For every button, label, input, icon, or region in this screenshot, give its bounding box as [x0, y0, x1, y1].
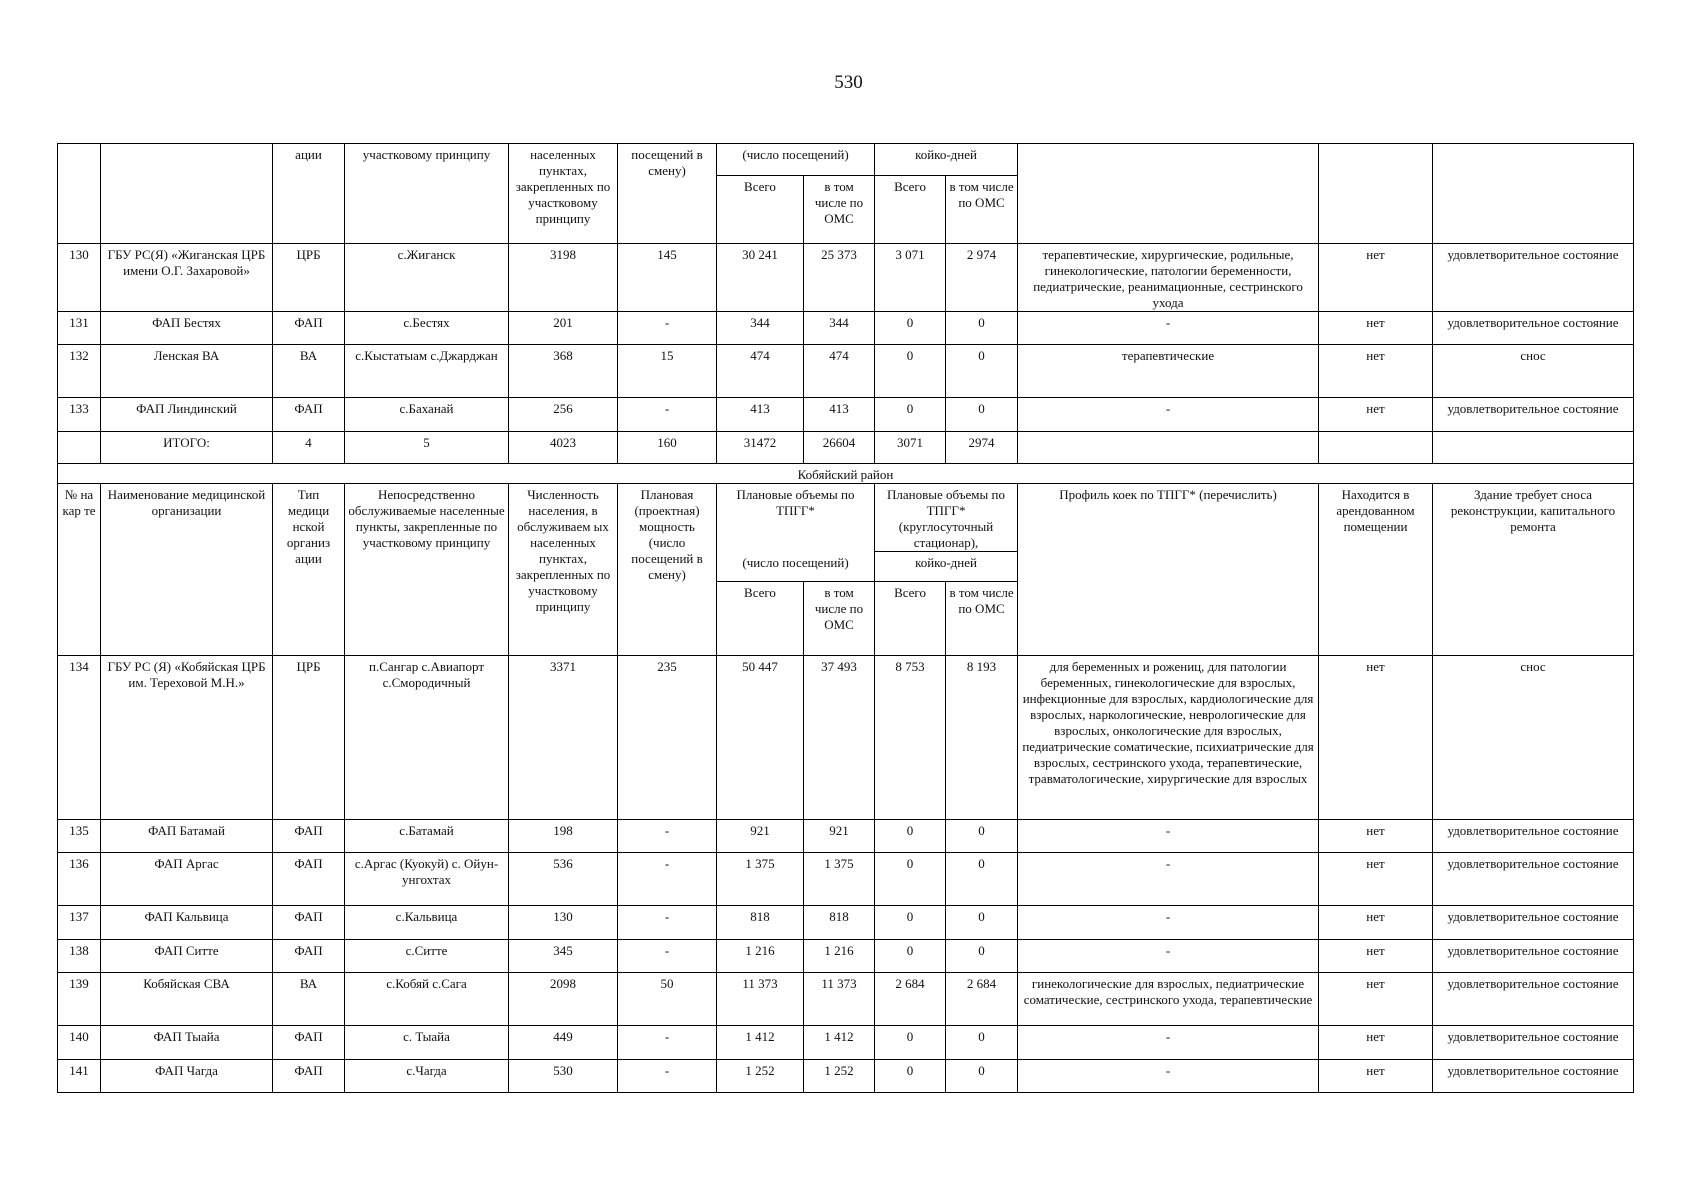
cell-visits-oms: 1 412 — [804, 1026, 875, 1060]
cell-settlements: с. Тыайа — [345, 1026, 509, 1060]
cell-building: снос — [1433, 345, 1634, 398]
table-row — [58, 312, 1634, 345]
cont-header-beds-oms: в том числе по ОМС — [946, 176, 1018, 244]
cell-beds-oms: 0 — [946, 345, 1018, 398]
cell-beds-oms: 0 — [946, 940, 1018, 973]
cell-visits-oms: 921 — [804, 820, 875, 853]
table-row — [58, 656, 1634, 820]
cell-n: 141 — [58, 1060, 101, 1093]
cell-building: удовлетворительное состояние — [1433, 906, 1634, 940]
cell-settlements: с.Кальвица — [345, 906, 509, 940]
cell-profile: - — [1018, 940, 1319, 973]
cell-type: ФАП — [273, 906, 345, 940]
cell-visits-oms: 25 373 — [804, 244, 875, 312]
cell-visits-total: 1 375 — [717, 853, 804, 906]
cell-population: 198 — [509, 820, 618, 853]
cell-name: ГБУ РС (Я) «Кобяйская ЦРБ им. Тереховой М.Н.» — [101, 656, 273, 820]
cell-building: удовлетворительное состояние — [1433, 1060, 1634, 1093]
header-profile: Профиль коек по ТПГГ* (перечислить) — [1018, 484, 1319, 656]
cell-rented: нет — [1319, 853, 1433, 906]
cell-beds-oms: 8 193 — [946, 656, 1018, 820]
total-visits-oms: 26604 — [804, 432, 875, 464]
cell-capacity: - — [618, 1060, 717, 1093]
cell-capacity: - — [618, 853, 717, 906]
cell-settlements: с.Чагда — [345, 1060, 509, 1093]
cell-type: ФАП — [273, 940, 345, 973]
cell-beds-total: 0 — [875, 1026, 946, 1060]
cell-population: 530 — [509, 1060, 618, 1093]
cell-rented: нет — [1319, 244, 1433, 312]
cell-visits-total: 50 447 — [717, 656, 804, 820]
header-building: Здание требует сноса реконструкции, капитального ремонта — [1433, 484, 1634, 656]
total-building — [1433, 432, 1634, 464]
cell-name: ГБУ РС(Я) «Жиганская ЦРБ имени О.Г. Захаровой» — [101, 244, 273, 312]
cell-n: 139 — [58, 973, 101, 1026]
cell-profile: гинекологические для взрослых, педиатрические соматические, сестринского ухода, терапевтические — [1018, 973, 1319, 1026]
cell-name: ФАП Чагда — [101, 1060, 273, 1093]
cell-beds-total: 0 — [875, 820, 946, 853]
header-capacity: Плановая (проектная) мощность (число посещений в смену) — [618, 484, 717, 656]
cell-visits-total: 1 216 — [717, 940, 804, 973]
cell-building: удовлетворительное состояние — [1433, 398, 1634, 432]
cell-type: ЦРБ — [273, 656, 345, 820]
cell-rented: нет — [1319, 1060, 1433, 1093]
cell-name: ФАП Тыайа — [101, 1026, 273, 1060]
cell-profile: - — [1018, 906, 1319, 940]
cell-n: 140 — [58, 1026, 101, 1060]
header-rented: Находится в арендованном помещении — [1319, 484, 1433, 656]
cell-name: ФАП Ситте — [101, 940, 273, 973]
cell-rented: нет — [1319, 656, 1433, 820]
cell-capacity: - — [618, 398, 717, 432]
cell-settlements: с.Батамай — [345, 820, 509, 853]
total-row — [58, 432, 1634, 464]
table-row — [58, 853, 1634, 906]
header-beds-oms: в том числе по ОМС — [946, 582, 1018, 656]
continuation-header-row — [58, 144, 1634, 176]
cell-capacity: - — [618, 906, 717, 940]
cell-population: 256 — [509, 398, 618, 432]
cont-header-building — [1433, 144, 1634, 244]
cell-rented: нет — [1319, 906, 1433, 940]
total-type: 4 — [273, 432, 345, 464]
page-number: 530 — [834, 72, 863, 93]
cell-beds-oms: 0 — [946, 820, 1018, 853]
cont-header-settlements: участковому принципу — [345, 144, 509, 244]
cell-visits-total: 1 412 — [717, 1026, 804, 1060]
cell-beds-oms: 0 — [946, 906, 1018, 940]
header-visits-oms: в том числе по ОМС — [804, 582, 875, 656]
cell-visits-oms: 413 — [804, 398, 875, 432]
cell-profile: терапевтические — [1018, 345, 1319, 398]
cell-n: 137 — [58, 906, 101, 940]
header-beds-unit: койко-дней — [875, 552, 1018, 582]
table-row — [58, 244, 1634, 312]
cont-header-visits-unit: (число посещений) — [717, 144, 875, 176]
cell-visits-oms: 474 — [804, 345, 875, 398]
cell-visits-total: 11 373 — [717, 973, 804, 1026]
cont-header-beds-unit: койко-дней — [875, 144, 1018, 176]
cell-beds-total: 0 — [875, 345, 946, 398]
cell-rented: нет — [1319, 345, 1433, 398]
total-visits-total: 31472 — [717, 432, 804, 464]
cell-capacity: 15 — [618, 345, 717, 398]
cell-population: 345 — [509, 940, 618, 973]
header-beds-group: Плановые объемы по ТПГГ* (круглосуточный стационар), — [875, 484, 1018, 552]
cell-visits-oms: 818 — [804, 906, 875, 940]
cell-population: 201 — [509, 312, 618, 345]
cell-name: ФАП Линдинский — [101, 398, 273, 432]
cell-name: ФАП Батамай — [101, 820, 273, 853]
header-visits-group: Плановые объемы по ТПГГ* — [717, 484, 875, 552]
cell-beds-oms: 2 684 — [946, 973, 1018, 1026]
cell-building: удовлетворительное состояние — [1433, 312, 1634, 345]
cell-capacity: 50 — [618, 973, 717, 1026]
section-title: Кобяйский район — [58, 464, 1634, 484]
cell-visits-total: 30 241 — [717, 244, 804, 312]
cell-profile: - — [1018, 312, 1319, 345]
cell-beds-total: 3 071 — [875, 244, 946, 312]
cell-settlements: с.Баханай — [345, 398, 509, 432]
table-row — [58, 1026, 1634, 1060]
cont-header-beds-total: Всего — [875, 176, 946, 244]
cell-n: 133 — [58, 398, 101, 432]
cont-header-profile — [1018, 144, 1319, 244]
cell-name: ФАП Аргас — [101, 853, 273, 906]
header-settlements: Непосредственно обслуживаемые населенные пункты, закрепленные по участковому принципу — [345, 484, 509, 656]
cell-visits-total: 413 — [717, 398, 804, 432]
cell-settlements: с.Ситте — [345, 940, 509, 973]
header-row — [58, 484, 1634, 552]
cell-profile: - — [1018, 1026, 1319, 1060]
header-name: Наименование медицинской организации — [101, 484, 273, 656]
cell-profile: для беременных и рожениц, для патологии беременных, гинекологические для взрослых, инфекционные для взрослых, кардиологические для взрослых, наркологические, неврологические для взрослых, онкологические для взрослых, педиатрические соматические, психиатрические для взрослых, сестринского ухода, терапевтические, травматологические, хирургические для взрослых — [1018, 656, 1319, 820]
cell-profile: - — [1018, 1060, 1319, 1093]
table-row — [58, 398, 1634, 432]
total-capacity: 160 — [618, 432, 717, 464]
cell-visits-oms: 1 252 — [804, 1060, 875, 1093]
cell-visits-total: 1 252 — [717, 1060, 804, 1093]
table-row — [58, 820, 1634, 853]
cell-visits-oms: 37 493 — [804, 656, 875, 820]
cell-population: 449 — [509, 1026, 618, 1060]
header-visits-total: Всего — [717, 582, 804, 656]
total-beds-oms: 2974 — [946, 432, 1018, 464]
cell-name: ФАП Кальвица — [101, 906, 273, 940]
cell-beds-total: 0 — [875, 906, 946, 940]
cell-rented: нет — [1319, 398, 1433, 432]
cell-name: Кобяйская СВА — [101, 973, 273, 1026]
cell-type: ФАП — [273, 1060, 345, 1093]
cell-rented: нет — [1319, 312, 1433, 345]
cell-beds-total: 8 753 — [875, 656, 946, 820]
section-row — [58, 464, 1634, 484]
cont-header-name — [101, 144, 273, 244]
cont-header-visits-oms: в том числе по ОМС — [804, 176, 875, 244]
header-beds-total: Всего — [875, 582, 946, 656]
cell-type: ФАП — [273, 820, 345, 853]
cell-beds-total: 0 — [875, 398, 946, 432]
cell-population: 130 — [509, 906, 618, 940]
cell-beds-oms: 0 — [946, 1060, 1018, 1093]
cell-population: 536 — [509, 853, 618, 906]
table-row — [58, 940, 1634, 973]
cell-visits-oms: 11 373 — [804, 973, 875, 1026]
cell-population: 3198 — [509, 244, 618, 312]
cell-settlements: с.Аргас (Куокуй) с. Ойун-унгохтах — [345, 853, 509, 906]
cell-profile: терапевтические, хирургические, родильные, гинекологические, патологии беременности, педиатрические, реанимационные, сестринского ухода — [1018, 244, 1319, 312]
table-row — [58, 345, 1634, 398]
cell-population: 368 — [509, 345, 618, 398]
cont-header-n — [58, 144, 101, 244]
cell-visits-total: 344 — [717, 312, 804, 345]
cell-beds-total: 0 — [875, 853, 946, 906]
cell-type: ФАП — [273, 398, 345, 432]
cell-population: 3371 — [509, 656, 618, 820]
cell-type: ФАП — [273, 1026, 345, 1060]
cell-building: удовлетворительное состояние — [1433, 244, 1634, 312]
cell-n: 135 — [58, 820, 101, 853]
table-row — [58, 973, 1634, 1026]
total-label: ИТОГО: — [101, 432, 273, 464]
cell-beds-total: 2 684 — [875, 973, 946, 1026]
header-n: № на кар те — [58, 484, 101, 656]
cell-capacity: 145 — [618, 244, 717, 312]
cell-name: ФАП Бестях — [101, 312, 273, 345]
cell-building: снос — [1433, 656, 1634, 820]
cell-capacity: - — [618, 940, 717, 973]
cell-n: 131 — [58, 312, 101, 345]
cell-beds-oms: 0 — [946, 398, 1018, 432]
cell-profile: - — [1018, 853, 1319, 906]
cell-visits-oms: 1 216 — [804, 940, 875, 973]
cell-settlements: с.Кобяй с.Сага — [345, 973, 509, 1026]
cell-visits-total: 474 — [717, 345, 804, 398]
cell-type: ФАП — [273, 853, 345, 906]
cell-rented: нет — [1319, 973, 1433, 1026]
cont-header-rented — [1319, 144, 1433, 244]
cell-population: 2098 — [509, 973, 618, 1026]
total-population: 4023 — [509, 432, 618, 464]
cont-header-population: населенных пунктах, закрепленных по участковому принципу — [509, 144, 618, 244]
cell-n: 138 — [58, 940, 101, 973]
cell-n: 130 — [58, 244, 101, 312]
cell-capacity: 235 — [618, 656, 717, 820]
cell-beds-total: 0 — [875, 312, 946, 345]
cell-building: удовлетворительное состояние — [1433, 940, 1634, 973]
total-cell-n — [58, 432, 101, 464]
cell-profile: - — [1018, 398, 1319, 432]
total-profile — [1018, 432, 1319, 464]
cell-type: ВА — [273, 973, 345, 1026]
table-row — [58, 906, 1634, 940]
cell-settlements: с.Кыстатыам с.Джарджан — [345, 345, 509, 398]
cell-beds-total: 0 — [875, 940, 946, 973]
total-rented — [1319, 432, 1433, 464]
cell-building: удовлетворительное состояние — [1433, 973, 1634, 1026]
cell-profile: - — [1018, 820, 1319, 853]
cell-capacity: - — [618, 1026, 717, 1060]
cell-visits-total: 921 — [717, 820, 804, 853]
cell-settlements: п.Сангар с.Авиапорт с.Смородичный — [345, 656, 509, 820]
cell-capacity: - — [618, 312, 717, 345]
cell-rented: нет — [1319, 820, 1433, 853]
cell-settlements: с.Жиганск — [345, 244, 509, 312]
cell-type: ВА — [273, 345, 345, 398]
cell-beds-oms: 0 — [946, 312, 1018, 345]
cell-n: 136 — [58, 853, 101, 906]
cell-visits-total: 818 — [717, 906, 804, 940]
facilities-table — [57, 143, 1634, 1093]
cell-beds-oms: 0 — [946, 853, 1018, 906]
cell-beds-oms: 2 974 — [946, 244, 1018, 312]
cell-name: Ленская ВА — [101, 345, 273, 398]
cell-building: удовлетворительное состояние — [1433, 1026, 1634, 1060]
cell-building: удовлетворительное состояние — [1433, 820, 1634, 853]
header-visits-unit: (число посещений) — [717, 552, 875, 582]
cell-type: ЦРБ — [273, 244, 345, 312]
cell-visits-oms: 1 375 — [804, 853, 875, 906]
cell-settlements: с.Бестях — [345, 312, 509, 345]
cell-type: ФАП — [273, 312, 345, 345]
cell-beds-oms: 0 — [946, 1026, 1018, 1060]
cell-beds-total: 0 — [875, 1060, 946, 1093]
cell-rented: нет — [1319, 1026, 1433, 1060]
cell-n: 134 — [58, 656, 101, 820]
cell-rented: нет — [1319, 940, 1433, 973]
cont-header-visits-total: Всего — [717, 176, 804, 244]
cont-header-type: ации — [273, 144, 345, 244]
header-type: Тип медици нской организ ации — [273, 484, 345, 656]
total-settlements: 5 — [345, 432, 509, 464]
header-population: Численность населения, в обслуживаем ых населенных пунктах, закрепленных по участковому принципу — [509, 484, 618, 656]
cell-capacity: - — [618, 820, 717, 853]
cell-n: 132 — [58, 345, 101, 398]
cell-building: удовлетворительное состояние — [1433, 853, 1634, 906]
cont-header-capacity: посещений в смену) — [618, 144, 717, 244]
cell-visits-oms: 344 — [804, 312, 875, 345]
total-beds-total: 3071 — [875, 432, 946, 464]
table-row — [58, 1060, 1634, 1093]
